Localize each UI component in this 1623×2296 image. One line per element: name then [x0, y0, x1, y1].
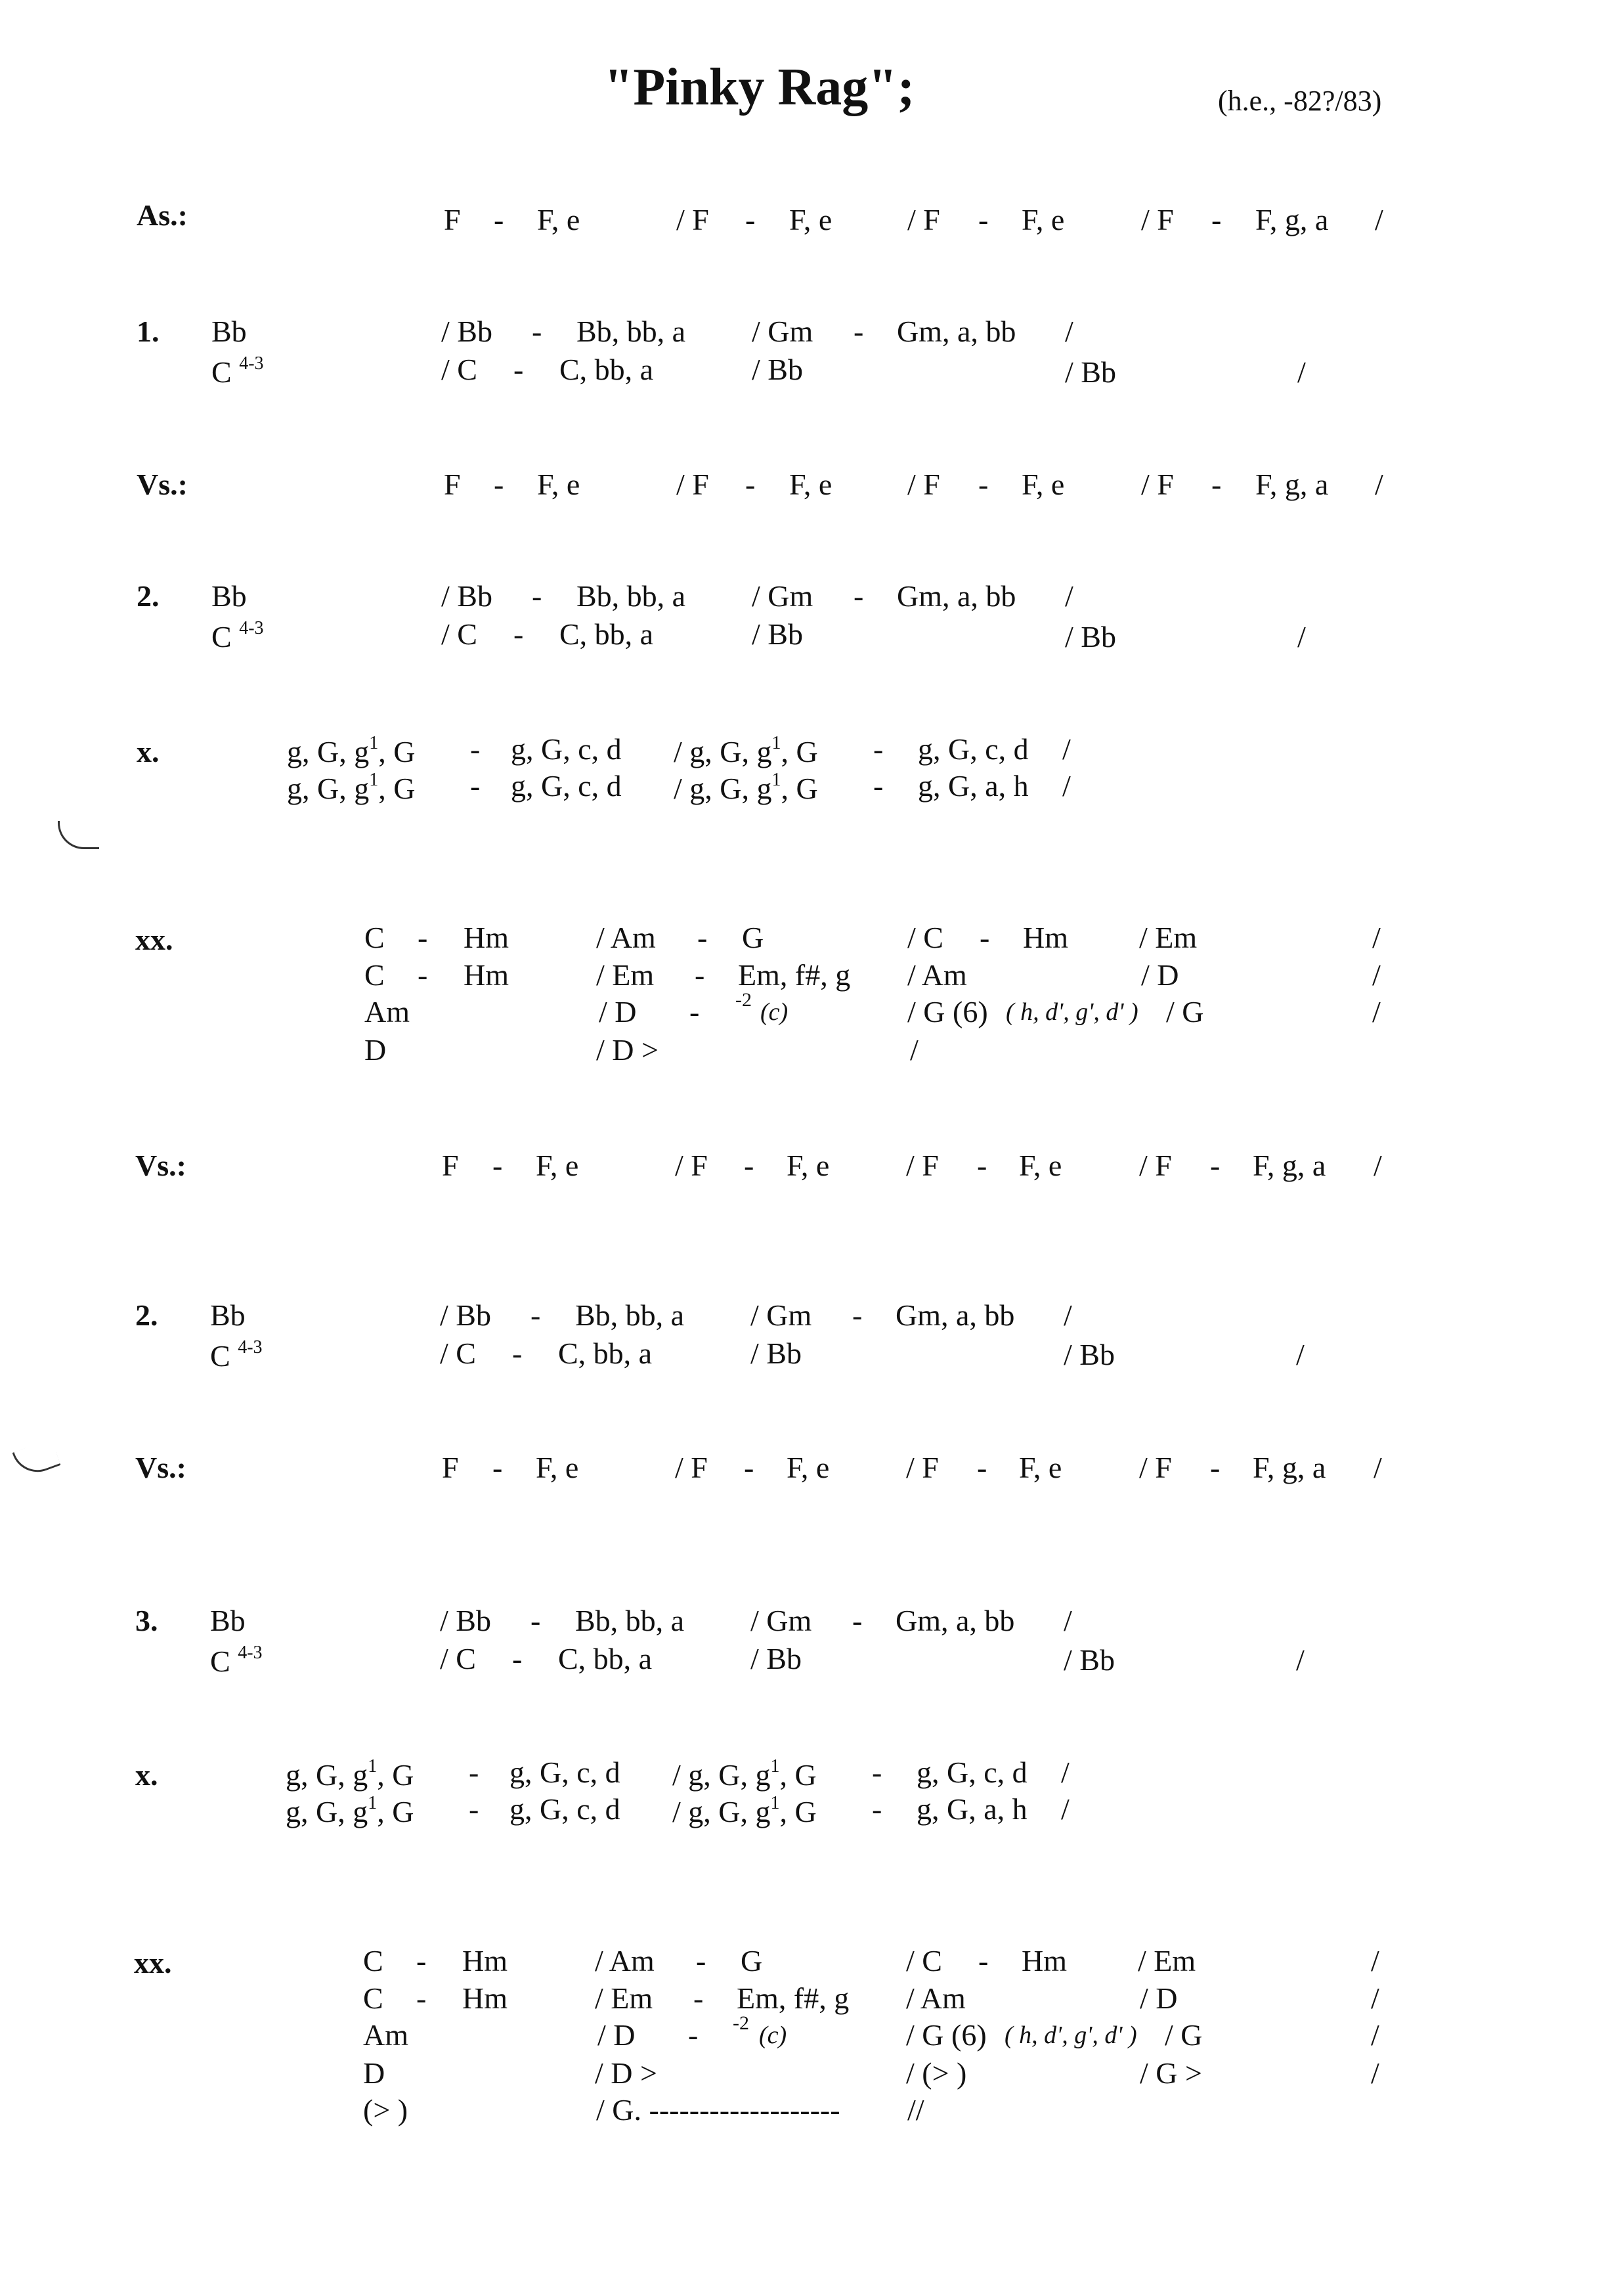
dash: - [744, 1149, 754, 1182]
chord: / Am [906, 1981, 966, 2015]
dash: - [494, 468, 504, 501]
chord: Hm [462, 1981, 508, 2015]
suspension-figure: 4-3 [238, 1643, 263, 1663]
notes: , G [779, 1758, 817, 1792]
note-run: g, G, a, h [917, 1792, 1028, 1826]
chord: F, e [537, 203, 580, 236]
note-run: g, G, c, d [917, 1755, 1028, 1789]
chord: Bb, bb, a [575, 1604, 685, 1637]
note-run [287, 771, 415, 804]
chord: / D > [595, 2056, 657, 2090]
chord: Em, f#, g [737, 1981, 850, 2015]
section-label: xx. [135, 923, 173, 956]
chord: / Am [596, 921, 656, 954]
chord: F, e [789, 203, 833, 236]
dash: - [978, 468, 989, 501]
dash: - [697, 921, 708, 954]
dash: - [494, 203, 504, 236]
dash: - [854, 579, 864, 613]
chord: / G [1166, 995, 1204, 1028]
octave-mark: 1 [771, 770, 781, 790]
chord: / F [676, 468, 709, 501]
chord: / Em [596, 958, 655, 992]
chord: Gm, a, bb [896, 1298, 1015, 1332]
chord: / Gm [752, 579, 813, 613]
bar-line: / [1062, 769, 1071, 803]
chord: C, bb, a [559, 353, 654, 386]
note-run: g, G, c, d [509, 1755, 620, 1789]
dash: - [854, 315, 864, 348]
final-chord: / G. ------------------- [596, 2093, 840, 2127]
dash: - [530, 1604, 541, 1637]
chord: C [210, 1339, 230, 1373]
octave-mark: 1 [369, 733, 379, 753]
chord: C [363, 1944, 383, 1977]
pencil-mark [12, 1439, 61, 1480]
bar-line: / [1064, 1298, 1072, 1332]
note-run [286, 1794, 414, 1827]
chord: C [364, 921, 385, 954]
melody-notes: ( h, d', g', d' ) [1005, 2021, 1137, 2049]
section-label: Vs.: [135, 1149, 186, 1182]
chord: Am [363, 2018, 408, 2052]
bar-line: / [1296, 1643, 1305, 1677]
notes: g, G, g [286, 1758, 368, 1792]
chord: / D [1141, 958, 1179, 992]
octave-mark: 1 [770, 1756, 780, 1777]
chord: Gm, a, bb [897, 579, 1016, 613]
dash: - [512, 1642, 523, 1675]
chord: / C [441, 617, 477, 651]
chord: / F [906, 1451, 939, 1484]
dash: - [852, 1604, 863, 1637]
dash: - [696, 1944, 706, 1977]
chord: Bb, bb, a [576, 579, 686, 613]
bar-line: / [1061, 1755, 1070, 1789]
chord: / F [907, 468, 940, 501]
bar-line: / [1374, 1451, 1382, 1484]
chord: / D > [596, 1033, 659, 1067]
octave-mark: 1 [368, 1793, 378, 1813]
dash: - [532, 315, 542, 348]
chord: / G > [1140, 2056, 1202, 2090]
chord: G [742, 921, 764, 954]
chord: / G (6) [906, 2018, 987, 2052]
suspension-figure: 4-3 [238, 1337, 263, 1358]
flat-two-mark: -2 [733, 2012, 749, 2034]
chord: / F [675, 1149, 708, 1182]
chord: C [363, 1981, 383, 2015]
chord: Bb [210, 1298, 246, 1332]
dash: - [1210, 1149, 1221, 1182]
bar-line: / [1065, 579, 1073, 613]
chord-with-suspension [210, 1338, 263, 1371]
dash: - [418, 921, 428, 954]
dash: - [744, 1451, 754, 1484]
chord: F, e [537, 468, 580, 501]
bar-line: / [1297, 355, 1306, 389]
chord: F [444, 468, 461, 501]
note-run [672, 1794, 817, 1827]
dash: - [1211, 203, 1222, 236]
dash: - [492, 1149, 503, 1182]
chord: F, e [1019, 1149, 1062, 1182]
chord: Hm [462, 1944, 508, 1977]
chord: / Bb [1064, 1338, 1115, 1371]
chord: / F [676, 203, 709, 236]
chord: / F [1139, 1451, 1172, 1484]
dash: - [492, 1451, 503, 1484]
chord: C, bb, a [558, 1642, 653, 1675]
chord: / Bb [750, 1336, 802, 1370]
chord: Gm, a, bb [897, 315, 1016, 348]
notes: , G [781, 772, 818, 805]
chord: C, bb, a [558, 1336, 653, 1370]
chord: G [741, 1944, 763, 1977]
bar-line: / [1371, 1981, 1379, 2015]
section-label: Vs.: [135, 1451, 186, 1484]
dash: - [688, 2018, 699, 2052]
page-title: "Pinky Rag"; [604, 58, 915, 116]
dash: - [416, 1944, 427, 1977]
section-label: x. [137, 735, 160, 768]
chord: / F [1141, 203, 1174, 236]
bar-line: / [1061, 1792, 1070, 1826]
notes: , G [378, 735, 416, 768]
chord-with-suspension [210, 1644, 263, 1677]
suspension-figure: 4-3 [239, 618, 264, 638]
dash: - [418, 958, 428, 992]
chord-with-suspension [211, 355, 264, 387]
notes: g, G, g [286, 1795, 368, 1828]
chord: Bb [210, 1604, 246, 1637]
dash: - [872, 1755, 882, 1789]
chord: / Gm [750, 1604, 812, 1637]
bar-line: / [1372, 958, 1381, 992]
dash: - [513, 617, 524, 651]
chord: / G [1165, 2018, 1203, 2052]
bar-line: / [1375, 468, 1383, 501]
bar-line: / [1062, 732, 1071, 766]
chord: Bb, bb, a [575, 1298, 685, 1332]
section-label: 2. [137, 579, 160, 613]
chord: / D [599, 995, 637, 1028]
chord: / Em [1138, 1944, 1196, 1977]
chord: Em, f#, g [738, 958, 851, 992]
chord: / C [441, 353, 477, 386]
dash: - [977, 1451, 987, 1484]
chord: F, e [536, 1149, 579, 1182]
dash: - [978, 203, 989, 236]
dash: - [695, 958, 705, 992]
chord: Bb [211, 315, 247, 348]
dash: - [873, 732, 884, 766]
chord: F, e [1019, 1451, 1062, 1484]
bar-line: / [1371, 1944, 1379, 1977]
chord: / Gm [750, 1298, 812, 1332]
dash: - [852, 1298, 863, 1332]
chord: / Bb [440, 1298, 491, 1332]
chord: F, e [1022, 203, 1065, 236]
chord: F, e [787, 1149, 830, 1182]
dash: - [470, 769, 481, 803]
chord: (> ) [363, 2093, 408, 2127]
note-run [286, 1757, 414, 1790]
chord: / G (6) [907, 995, 988, 1028]
chord: Gm, a, bb [896, 1604, 1015, 1637]
chord: / Am [907, 958, 967, 992]
chord: F [442, 1451, 459, 1484]
octave-mark: 1 [771, 733, 781, 753]
chord: Bb, bb, a [576, 315, 686, 348]
author-date-note: (h.e., -82?/83) [1218, 85, 1382, 117]
chord: / Bb [1064, 1643, 1115, 1677]
chord: F, e [789, 468, 833, 501]
notes: / g, G, g [674, 735, 772, 768]
chord: Hm [464, 921, 509, 954]
chord: / F [1139, 1149, 1172, 1182]
dash: - [513, 353, 524, 386]
dash: - [470, 732, 481, 766]
dash: - [469, 1755, 479, 1789]
bar-line: / [1375, 203, 1383, 236]
section-label: Vs.: [137, 468, 188, 501]
chord: / Bb [752, 617, 803, 651]
note-run: g, G, c, d [511, 732, 622, 766]
chord: / Bb [1065, 620, 1116, 653]
bar-line: / [1374, 1149, 1382, 1182]
dash: - [745, 203, 756, 236]
chord: / Bb [441, 579, 492, 613]
suspension-figure: 4-3 [239, 353, 264, 374]
chord: F, g, a [1253, 1149, 1326, 1182]
bar-line: / [1297, 620, 1306, 653]
chord: / C [906, 1944, 942, 1977]
chord: F, e [536, 1451, 579, 1484]
notes: / g, G, g [672, 1758, 771, 1792]
chord: Hm [1023, 921, 1068, 954]
note-run: g, G, c, d [509, 1792, 620, 1826]
dash: - [745, 468, 756, 501]
chord: / Em [595, 1981, 653, 2015]
chord: / Bb [752, 353, 803, 386]
dash: - [416, 1981, 427, 2015]
chord: / (> ) [906, 2056, 967, 2090]
chord: Bb [211, 579, 247, 613]
chord: / C [907, 921, 943, 954]
octave-mark: 1 [368, 1756, 378, 1777]
note-run [672, 1757, 817, 1790]
notes: g, G, g [287, 772, 370, 805]
bar-line: / [1372, 995, 1381, 1028]
chord: / D [597, 2018, 636, 2052]
chord: / C [440, 1336, 476, 1370]
chord: / F [1141, 468, 1174, 501]
chord: F [444, 203, 461, 236]
chord: Hm [464, 958, 509, 992]
section-label: 1. [137, 315, 160, 348]
notes: / g, G, g [674, 772, 772, 805]
section-label: x. [135, 1758, 158, 1792]
chord: / C [440, 1642, 476, 1675]
section-label: 3. [135, 1604, 158, 1637]
chord: F, g, a [1253, 1451, 1326, 1484]
chord: F [442, 1149, 459, 1182]
chord: Am [364, 995, 410, 1028]
note-run: g, G, c, d [511, 769, 622, 803]
flat-two-mark: -2 [735, 989, 752, 1011]
pencil-mark [58, 821, 99, 849]
dash: - [872, 1792, 882, 1826]
chord: / F [907, 203, 940, 236]
dash: - [469, 1792, 479, 1826]
notes: , G [377, 1795, 414, 1828]
dash: - [689, 995, 700, 1028]
chord: F, g, a [1255, 203, 1329, 236]
chord: C, bb, a [559, 617, 654, 651]
dash: - [980, 921, 990, 954]
bar-line: / [1372, 921, 1381, 954]
bar-line: / [1065, 315, 1073, 348]
octave-mark: 1 [770, 1793, 780, 1813]
notes: / g, G, g [672, 1795, 771, 1828]
section-label: 2. [135, 1298, 158, 1332]
note-run: g, G, c, d [918, 732, 1029, 766]
note-run [287, 734, 415, 767]
bar-line: / [1296, 1338, 1305, 1371]
bass-note: (c) [760, 998, 789, 1026]
bar-line: / [1371, 2018, 1379, 2052]
notes: , G [779, 1795, 817, 1828]
chord: / Em [1139, 921, 1198, 954]
chord: / F [675, 1451, 708, 1484]
note-run [674, 734, 818, 767]
chord: / Bb [750, 1642, 802, 1675]
final-bar-line: // [907, 2093, 924, 2127]
dash: - [1210, 1451, 1221, 1484]
dash: - [530, 1298, 541, 1332]
bar-line: / [1064, 1604, 1072, 1637]
chord: / Bb [441, 315, 492, 348]
dash: - [693, 1981, 704, 2015]
chord: D [363, 2056, 385, 2090]
chord: / F [906, 1149, 939, 1182]
chord: C [364, 958, 385, 992]
chord: / Am [595, 1944, 655, 1977]
notes: g, G, g [287, 735, 370, 768]
dash: - [512, 1336, 523, 1370]
bar-line: / [910, 1033, 919, 1067]
notes: , G [378, 772, 416, 805]
section-label: xx. [134, 1946, 172, 1979]
chord: / Bb [440, 1604, 491, 1637]
chord: F, g, a [1255, 468, 1329, 501]
chord: D [364, 1033, 387, 1067]
chord: C [211, 355, 232, 389]
dash: - [978, 1944, 989, 1977]
chord: Hm [1022, 1944, 1067, 1977]
bass-note: (c) [759, 2021, 787, 2049]
bar-line: / [1371, 2056, 1379, 2090]
chord-with-suspension [211, 619, 264, 652]
chord: F, e [1022, 468, 1065, 501]
dash: - [873, 769, 884, 803]
chord: / Bb [1065, 355, 1116, 389]
notes: , G [781, 735, 818, 768]
chord: / D [1140, 1981, 1178, 2015]
chord: / Gm [752, 315, 813, 348]
note-run [674, 771, 818, 804]
note-run: g, G, a, h [918, 769, 1029, 803]
chord: F, e [787, 1451, 830, 1484]
octave-mark: 1 [369, 770, 379, 790]
section-label: As.: [137, 198, 188, 232]
chord: C [210, 1645, 230, 1678]
dash: - [532, 579, 542, 613]
dash: - [977, 1149, 987, 1182]
notes: , G [377, 1758, 414, 1792]
melody-notes: ( h, d', g', d' ) [1006, 998, 1138, 1026]
chord: C [211, 620, 232, 653]
dash: - [1211, 468, 1222, 501]
